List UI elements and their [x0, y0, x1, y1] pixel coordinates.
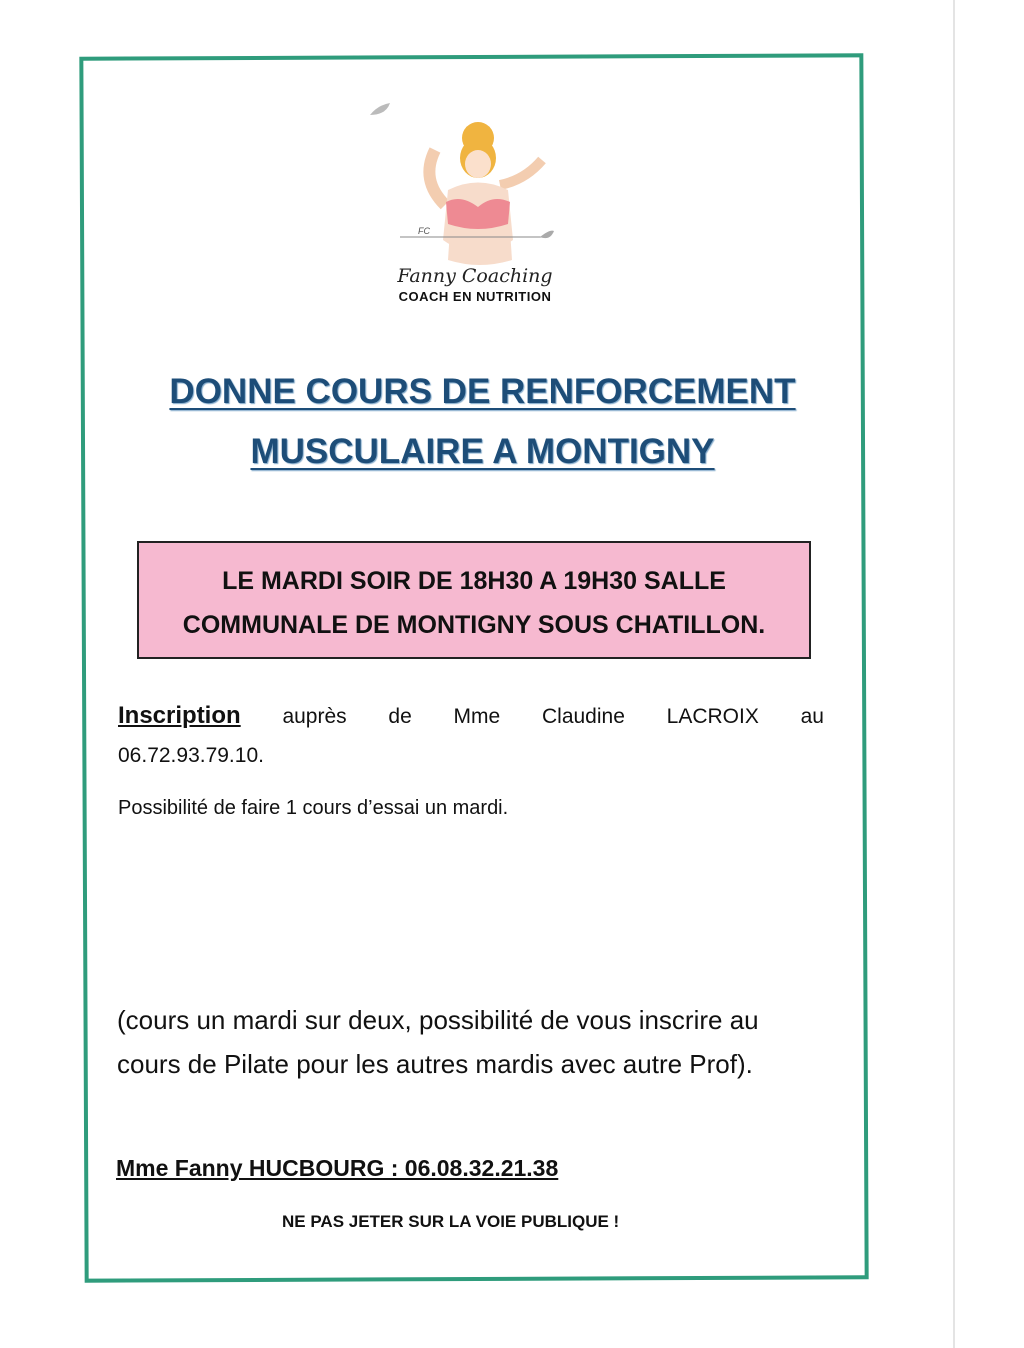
- logo-initials: FC: [418, 226, 430, 236]
- inscription-label: Inscription: [118, 702, 241, 729]
- trial-note: Possibilité de faire 1 cours d’essai un mardi.: [118, 797, 509, 819]
- note-line-1: (cours un mardi sur deux, possibilité de vous inscrire au: [117, 1005, 759, 1035]
- word: auprès: [282, 705, 347, 728]
- brand-subtitle: COACH EN NUTRITION: [398, 289, 552, 304]
- title-line-1: DONNE COURS DE RENFORCEMENT: [169, 372, 796, 411]
- brand: [340, 265, 610, 304]
- title-line-2: MUSCULAIRE A MONTIGNY: [250, 432, 715, 471]
- word: de: [388, 705, 412, 728]
- schedule-line-1: LE MARDI SOIR DE 18H30 A 19H30 SALLE: [222, 567, 726, 595]
- page-edge: [953, 0, 955, 1348]
- word: LACROIX: [666, 705, 759, 728]
- word: Claudine: [541, 705, 625, 728]
- contact-info: Mme Fanny HUCBOURG : 06.08.32.21.38: [116, 1155, 559, 1181]
- note-line-2: cours de Pilate pour les autres mardis avec autre Prof).: [117, 1049, 753, 1079]
- inscription-phone: 06.72.93.79.10.: [118, 744, 264, 767]
- schedule-box: [137, 541, 811, 659]
- schedule-line-2: COMMUNALE DE MONTIGNY SOUS CHATILLON.: [182, 611, 766, 639]
- inscription-line: [118, 702, 824, 730]
- footer-notice: NE PAS JETER SUR LA VOIE PUBLIQUE !: [282, 1212, 620, 1231]
- brand-name: Fanny Coaching: [397, 265, 553, 287]
- word: au: [800, 705, 824, 728]
- word: Mme: [453, 705, 501, 728]
